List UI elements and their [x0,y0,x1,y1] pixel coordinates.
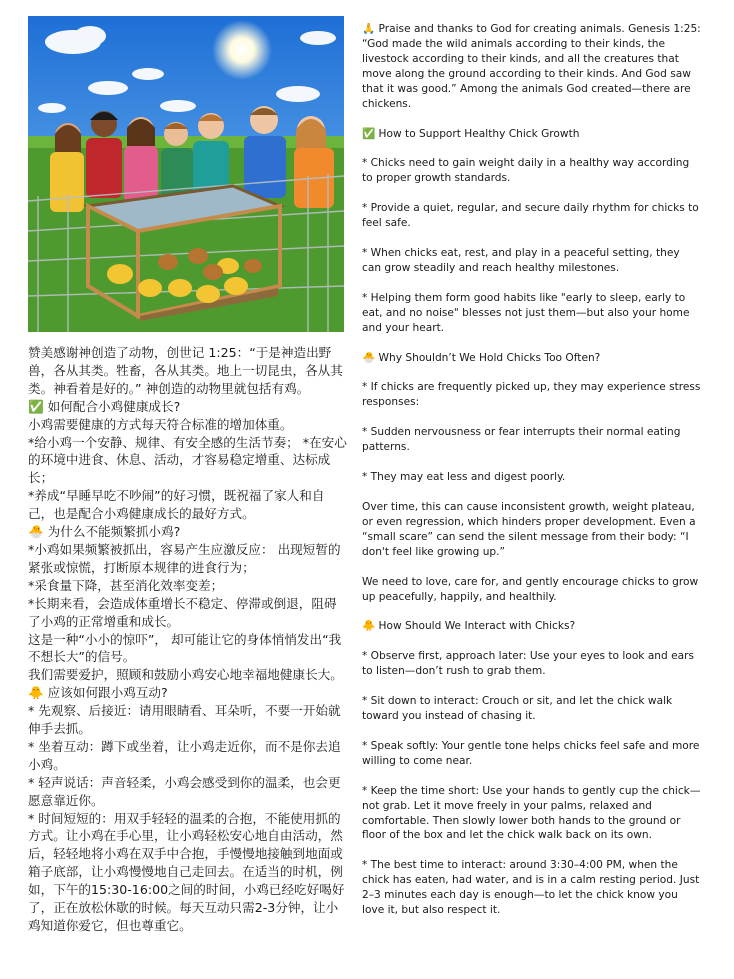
zh-heading-growth: ✅ 如何配合小鸡健康成长? [28,398,181,414]
zh-paragraph: * 坐着互动：蹲下或坐着，让小鸡走近你，而不是你去追小鸡。 [28,738,341,772]
en-heading-interact: 🐥 How Should We Interact with Chicks? [362,620,576,633]
zh-paragraph: * 轻声说话：声音轻柔，小鸡会感受到你的温柔，也会更愿意靠近你。 [28,774,341,808]
zh-intro: 赞美感谢神创造了动物，创世记 1:25：“于是神造出野兽，各从其类。牲畜，各从其类。地上一切昆虫，各从其类。神看着是好的。” 神创造的动物里就包括有鸡。 [28,345,343,396]
en-paragraph: * Chicks need to gain weight daily in a healthy way according to proper growth standards. [362,157,690,185]
en-paragraph: * Provide a quiet, regular, and secure daily rhythm for chicks to feel safe. [362,202,699,230]
zh-paragraph: *给小鸡一个安静、规律、有安全感的生活节奏； *在安心的环境中进食、休息、活动，才容易稳定增重、达标成长； [28,434,347,486]
zh-paragraph: * 先观察、后接近：请用眼睛看、耳朵听，不要一开始就伸手去抓。 [28,703,341,737]
en-intro: 🙏 Praise and thanks to God for creating animals. Genesis 1:25: “God made the wild animals according to their kinds, the livestock according to their kinds, and all the creatures that move along the ground according to their kinds. And God saw that it was good.” Among the animals God created—there are chickens. [362,23,701,110]
en-heading-holding: 🐣 Why Shouldn’t We Hold Chicks Too Often? [362,351,601,364]
zh-paragraph: * 时间短短的：用双手轻轻的温柔的合抱，不能使用抓的方式。让小鸡在手心里，让小鸡轻松安心地自由活动，然后，轻轻地将小鸡在双手中合抱，手慢慢地接触到地面或箱子底部，让小鸡慢慢地自己走回去。在适当的时机，例如，下午的15:30-16:00之间的时间，小鸡已经吃好喝好了，正在放松休歇的时候。每天互动只需2-3分钟，让小鸡知道你爱它，但也尊重它。 [28,810,345,933]
zh-heading-interact: 🐥 应该如何跟小鸡互动? [28,685,168,701]
illustration-image [28,16,344,332]
en-paragraph: * The best time to interact: around 3:30–4:00 PM, when the chick has eaten, had water, and is in a calm resting period. Just 2–3 minutes each day is enough—to let the chick know you love it, but also respect it. [362,859,700,917]
en-paragraph: We need to love, care for, and gently encourage chicks to grow up peacefully, happily, and healthily. [362,575,699,603]
left-column [28,16,348,935]
english-text [362,22,702,933]
en-paragraph: * They may eat less and digest poorly. [362,471,566,484]
en-paragraph: * Sudden nervousness or fear interrupts their normal eating patterns. [362,426,681,454]
zh-paragraph: *养成“早睡早吃不吵闹”的好习惯，既祝福了家人和自己，也是配合小鸡健康成长的最好方式。 [28,488,325,522]
en-paragraph: * When chicks eat, rest, and play in a peaceful setting, they can grow steadily and reach healthy milestones. [362,247,680,274]
en-heading-growth: ✅ How to Support Healthy Chick Growth [362,127,580,140]
en-paragraph: * Keep the time short: Use your hands to gently cup the chick—not grab. Let it move freely in your palms, relaxed and comfortable. Then slowly lower both hands to the ground or floor of the box and let the chick walk back on its own. [362,784,701,842]
zh-paragraph: *长期来看，会造成体重增长不稳定、停滞或倒退，阻碍了小鸡的正常增重和成长。 [28,595,337,629]
zh-paragraph: *小鸡如果频繁被抓出，容易产生应激反应： 出现短暂的紧张或惊慌，打断原本规律的进食行为； [28,541,341,575]
en-paragraph: Over time, this can cause inconsistent growth, weight plateau, or even regression, which hinders proper development. Even a “small scare” can send the silent message from their body: “I don't feel like growing up.” [362,500,696,558]
en-paragraph: * If chicks are frequently picked up, they may experience stress responses: [362,381,701,409]
zh-paragraph: 小鸡需要健康的方式每天符合标准的增加体重。 [28,416,293,432]
en-paragraph: * Helping them form good habits like "early to sleep, early to eat, and no noise" blesses not just them—but also your home and your heart. [362,291,690,334]
chinese-text [28,344,348,935]
en-paragraph: * Sit down to interact: Crouch or sit, and let the chick walk toward you instead of chasing it. [362,695,673,722]
zh-paragraph: 这是一种“小小的惊吓”， 却可能让它的身体悄悄发出“我不想长大”的信号。 [28,631,342,665]
zh-paragraph: *采食量下降，甚至消化效率变差； [28,577,224,593]
en-paragraph: * Speak softly: Your gentle tone helps chicks feel safe and more willing to come near. [362,739,700,767]
zh-paragraph: 我们需要爱护，照顾和鼓励小鸡安心地幸福地健康长大。 [28,667,343,683]
zh-heading-holding: 🐣 为什么不能频繁抓小鸡? [28,524,181,540]
en-paragraph: * Observe first, approach later: Use your eyes to look and ears to listen—don’t rush to grab them. [362,650,694,678]
